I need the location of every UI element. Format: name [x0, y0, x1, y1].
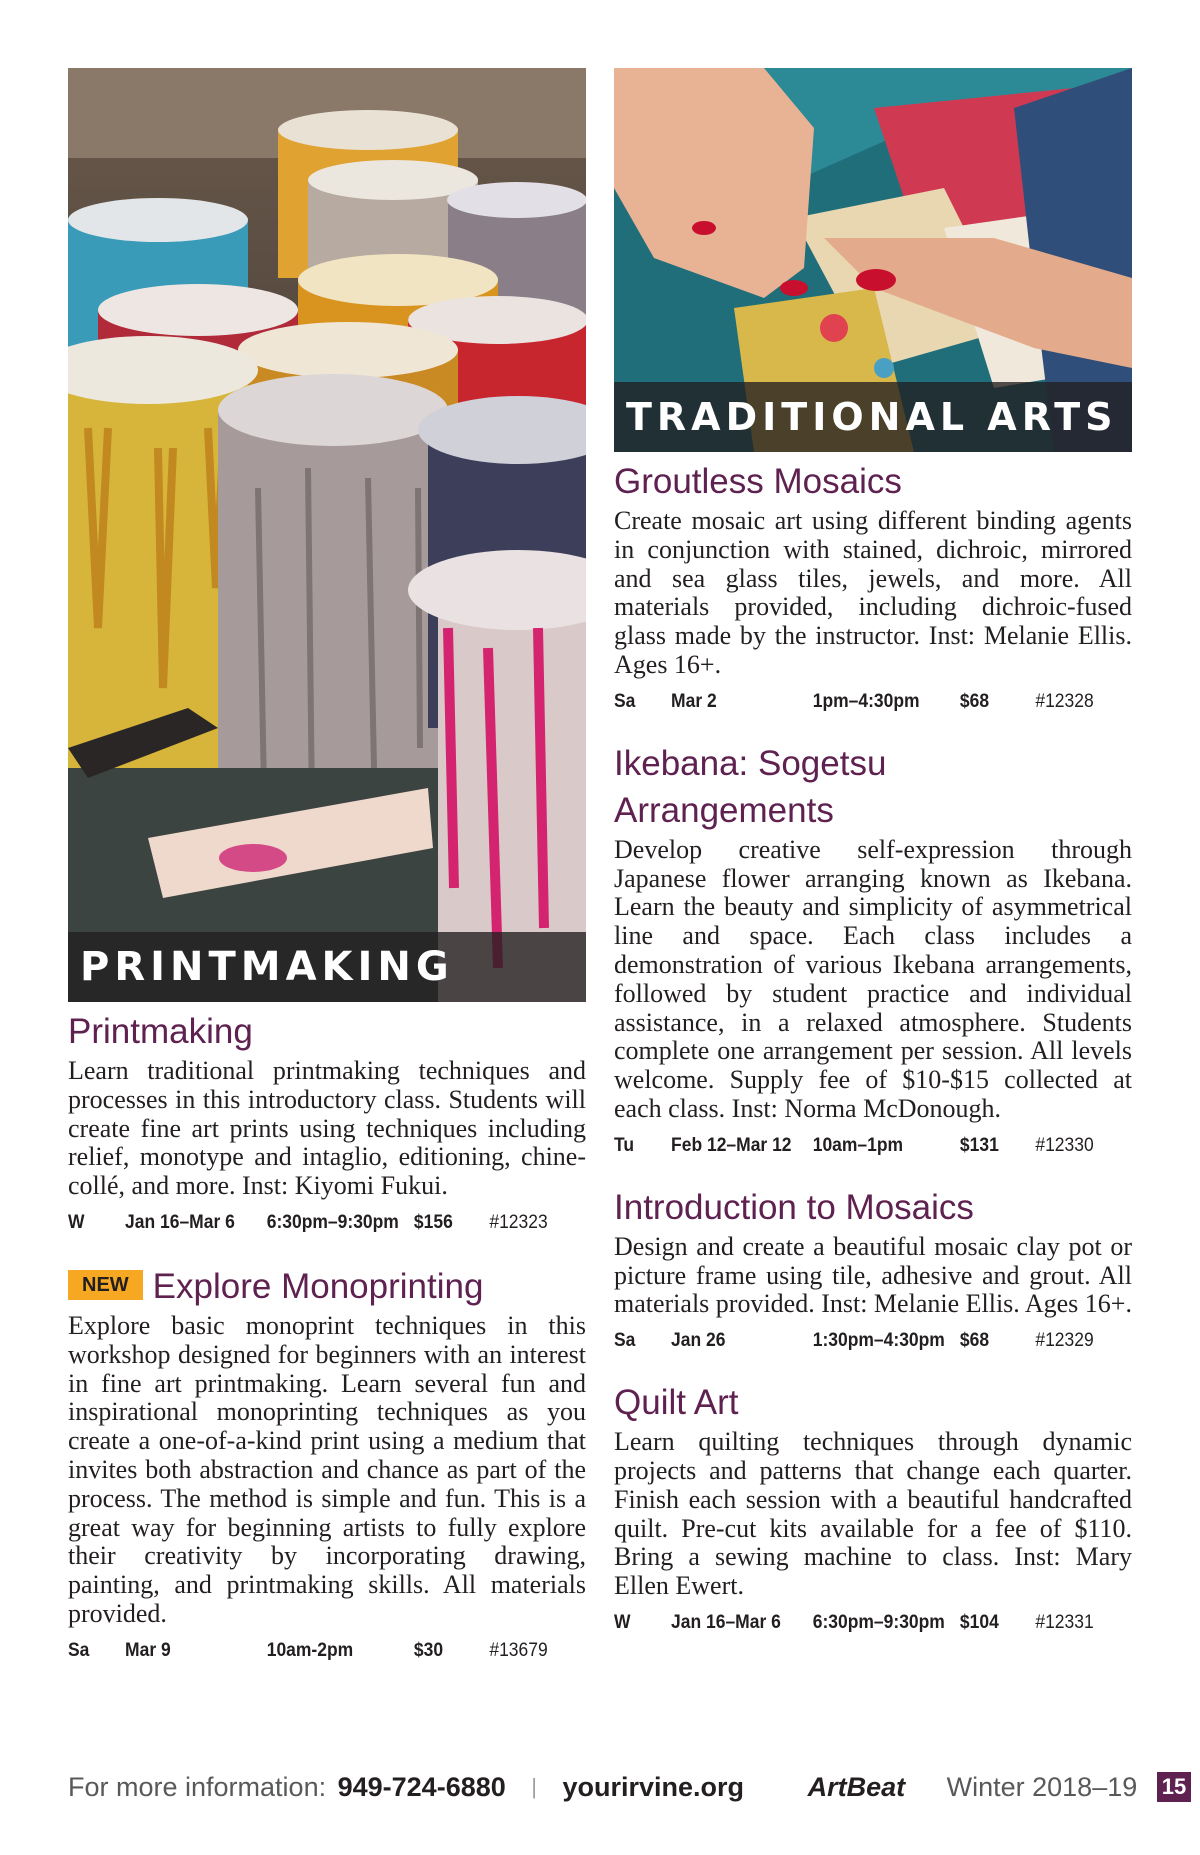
- course-number: #12330: [1035, 1134, 1094, 1156]
- schedule-dates: Jan 16–Mar 6: [671, 1611, 781, 1633]
- course-schedule: [614, 1329, 1129, 1353]
- page-footer: [68, 1765, 1187, 1805]
- new-badge: NEW: [68, 1270, 143, 1300]
- footer-website-link[interactable]: yourirvine.org: [562, 1771, 745, 1802]
- schedule-day: Tu: [614, 1134, 635, 1156]
- schedule-dates: Jan 26: [671, 1330, 726, 1352]
- course-description: Design and create a beautiful mosaic clay pot or picture frame using tile, adhesive and grout. All materials provided. Inst: Melanie Ellis. Ages 16+.: [614, 1231, 1132, 1319]
- schedule-dates: Jan 16–Mar 6: [125, 1211, 235, 1233]
- course-schedule: [614, 690, 1129, 714]
- course-description: Develop creative self-expression through Japanese flower arranging known as Ikebana. Learn the beauty and simplicity of asymmetrical line and space. Each class includes a demonstration of various Ikebana arrangements, followed by student practice and individual assistance, in a relaxed atmosphere. Students complete one arrangement per session. All levels welcome. Supply fee of $10-$15 collected at each class. Inst: Norma McDonough.: [614, 834, 1132, 1123]
- schedule-time: 6:30pm–9:30pm: [266, 1211, 399, 1233]
- course-schedule: [614, 1611, 1129, 1635]
- schedule-dates: Mar 2: [671, 690, 717, 712]
- page-number: 15: [1157, 1772, 1191, 1802]
- course-schedule: [68, 1639, 583, 1663]
- schedule-time: 6:30pm–9:30pm: [812, 1611, 945, 1633]
- course-number: #12323: [489, 1211, 548, 1233]
- course-title: Quilt Art: [614, 1383, 739, 1423]
- schedule-fee: $156: [413, 1211, 453, 1233]
- schedule-time: 1:30pm–4:30pm: [812, 1330, 945, 1352]
- paint-cans-photo: [68, 68, 586, 1002]
- course-number: #12331: [1035, 1611, 1094, 1633]
- schedule-fee: $30: [413, 1639, 444, 1661]
- course-introduction-to-mosaics: [614, 1184, 1132, 1353]
- footer-separator: |: [531, 1773, 537, 1799]
- course-title: Printmaking: [68, 1012, 253, 1051]
- course-quilt-art: [614, 1379, 1132, 1635]
- course-schedule: [68, 1211, 583, 1235]
- course-description: Create mosaic art using different binding agents in conjunction with stained, dichroic, mirrored and sea glass tiles, jewels, and more. All materials provided, including dichroic-fused glass made by the instructor. Inst: Melanie Ellis. Ages 16+.: [614, 506, 1132, 679]
- schedule-dates: Feb 12–Mar 12: [671, 1134, 792, 1156]
- paint-cans-illustration: [68, 68, 586, 1002]
- footer-magazine-name: ArtBeat: [807, 1771, 906, 1802]
- schedule-fee: $104: [959, 1611, 999, 1633]
- section-banner-traditional-arts: TRADITIONAL ARTS: [614, 382, 1132, 452]
- course-ikebana: [614, 740, 1132, 1158]
- course-title-row: [68, 1263, 586, 1310]
- right-column: [614, 68, 1132, 1635]
- footer-info-label: For more information:: [68, 1771, 327, 1802]
- quilting-photo: [614, 68, 1132, 452]
- course-description: Explore basic monoprint techniques in this workshop designed for beginners with an interest in fine art printmaking. Learn several fun and inspirational monoprinting techniques as you create a one-of-a-kind print using a medium that invites both abstraction and chance as part of the process. The method is simple and fun. This is a great way for beginning artists to fully explore their creativity by incorporating drawing, painting, and printmaking skills. All materials provided.: [68, 1310, 586, 1628]
- course-number: #12329: [1035, 1330, 1094, 1352]
- course-number: #13679: [489, 1639, 548, 1661]
- section-banner-printmaking: PRINTMAKING: [68, 932, 586, 1002]
- schedule-time: 1pm–4:30pm: [812, 690, 920, 712]
- course-schedule: [614, 1134, 1129, 1158]
- course-number: #12328: [1035, 690, 1094, 712]
- schedule-time: 10am-2pm: [266, 1639, 354, 1661]
- schedule-day: Sa: [68, 1639, 90, 1661]
- schedule-day: W: [614, 1611, 631, 1633]
- course-description: Learn traditional printmaking techniques and processes in this introductory class. Students will create fine art prints using techniques including relief, monotype and intaglio, editioning, chine-collé, and more. Inst: Kiyomi Fukui.: [68, 1056, 586, 1201]
- schedule-day: Sa: [614, 1330, 636, 1352]
- left-column: [68, 68, 586, 1663]
- schedule-day: Sa: [614, 690, 636, 712]
- course-explore-monoprinting: [68, 1263, 586, 1663]
- course-title: Ikebana: Sogetsu Arrangements: [614, 743, 887, 830]
- schedule-time: 10am–1pm: [812, 1134, 904, 1156]
- footer-season: Winter 2018–19: [946, 1771, 1138, 1802]
- course-printmaking: [68, 1008, 586, 1235]
- course-title: Explore Monoprinting: [152, 1266, 484, 1306]
- schedule-fee: $131: [959, 1134, 999, 1156]
- schedule-dates: Mar 9: [125, 1639, 171, 1661]
- schedule-fee: $68: [959, 690, 990, 712]
- course-groutless-mosaics: [614, 458, 1132, 714]
- footer-phone[interactable]: 949-724-6880: [337, 1771, 506, 1802]
- schedule-day: W: [68, 1211, 85, 1233]
- course-title: Groutless Mosaics: [614, 462, 902, 501]
- course-title: Introduction to Mosaics: [614, 1187, 974, 1227]
- schedule-fee: $68: [959, 1330, 990, 1352]
- course-description: Learn quilting techniques through dynamic projects and patterns that change each quarter. Finish each session with a beautiful handcrafted quilt. Pre-cut kits available for a fee of $110. Bring a sewing machine to class. Inst: Mary Ellen Ewert.: [614, 1427, 1132, 1601]
